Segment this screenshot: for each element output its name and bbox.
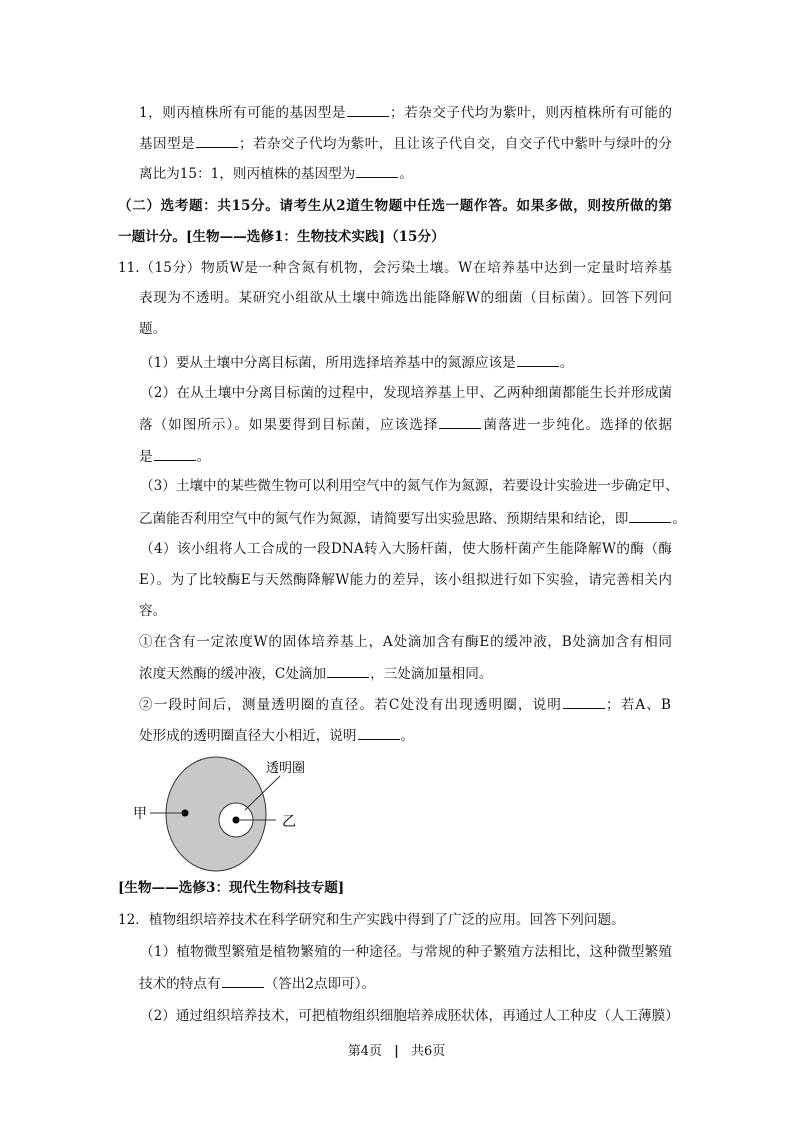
text-segment: ；若杂交子代均为紫叶，且让该子代自交，自交子代中紫叶与绿叶的分 — [238, 136, 673, 152]
text-segment: ②一段时间后，测量透明圈的直径。若C处没有出现透明圈，说明 — [139, 697, 562, 713]
label-jia: 甲 — [133, 806, 147, 822]
text-segment: 处形成的透明圈直径大小相近，说明 — [139, 728, 357, 744]
text-line — [140, 477, 679, 495]
text-segment: 表现为不透明。某研究小组欲从土壤中筛选出能降解W的细菌（目标菌）。回答下列问 — [139, 290, 672, 306]
text-line — [139, 164, 413, 183]
label-yi: 乙 — [282, 814, 296, 830]
section-heading — [118, 197, 672, 215]
culture-plate-figure — [130, 752, 330, 877]
section-heading — [118, 228, 445, 246]
answer-blank — [629, 509, 671, 523]
text-segment: ；若A、B — [606, 697, 671, 713]
text-line — [139, 664, 492, 683]
text-segment: 题。 — [139, 321, 167, 337]
text-line — [139, 320, 166, 338]
text-segment: 落（如图所示）。如果要得到目标菌，应该选择 — [139, 417, 439, 433]
text-segment: 浓度天然酶的缓冲液，C处滴加 — [139, 666, 327, 682]
text-line — [118, 259, 672, 277]
text-segment: E）。为了比较酶E与天然酶降解W能力的差异，该小组拟进行如下实验，请完善相关内 — [139, 572, 672, 588]
text-segment: ；若杂交子代均为紫叶，则丙植株所有可能的 — [389, 105, 673, 121]
footer-separator: | — [394, 1044, 399, 1059]
text-segment: （1）植物微型繁殖是植物繁殖的一种途径。与常规的种子繁殖方法相比，这种微型繁殖 — [140, 944, 672, 960]
text-segment: 基因型是 — [139, 136, 195, 152]
text-line — [140, 540, 672, 558]
text-line — [139, 103, 672, 122]
text-segment: ，三处滴加量相同。 — [370, 666, 493, 682]
text-segment: 乙菌能否利用空气中的氮气作为氮源，请简要写出实验思路、预期结果和结论，即 — [139, 511, 629, 527]
text-line — [139, 726, 414, 745]
page-total: 共6页 — [411, 1044, 446, 1059]
text-line — [139, 633, 672, 651]
text-segment: （答出2点即可）。 — [264, 976, 376, 992]
answer-blank — [154, 447, 196, 461]
text-line — [139, 602, 166, 620]
text-segment: 11.（15分）物质W是一种含氮有机物，会污染土壤。W在培养基中达到一定量时培养基 — [118, 260, 672, 276]
text-segment: [生物——选修3：现代生物科技专题] — [118, 880, 345, 896]
text-segment: （2）通过组织培养技术，可把植物组织细胞培养成胚状体，再通过人工种皮（人工薄膜） — [140, 1008, 679, 1024]
text-segment: 离比为15：1，则丙植株的基因型为 — [139, 166, 356, 182]
answer-blank — [356, 164, 398, 178]
text-line — [139, 974, 375, 993]
page-footer — [0, 1040, 793, 1059]
text-line — [140, 353, 573, 372]
text-segment: 1，则丙植株所有可能的基因型是 — [139, 105, 346, 121]
text-line — [139, 509, 686, 528]
answer-blank — [347, 103, 389, 117]
text-segment: 。 — [559, 355, 574, 371]
answer-blank — [563, 695, 605, 709]
text-segment: 。 — [672, 511, 686, 527]
answer-blank — [358, 726, 400, 740]
text-line — [118, 911, 625, 929]
text-line — [140, 384, 672, 402]
page-number: 第4页 — [347, 1044, 382, 1059]
text-line — [139, 447, 210, 466]
text-segment: 。 — [196, 449, 211, 465]
text-segment: 菌落进一步纯化。选择的依据 — [482, 417, 673, 433]
text-line — [140, 943, 672, 961]
answer-blank — [222, 974, 264, 988]
text-segment: 12．植物组织培养技术在科学研究和生产实践中得到了广泛的应用。回答下列问题。 — [118, 912, 625, 928]
text-segment: ①在含有一定浓度W的固体培养基上，A处滴加含有酶E的缓冲液，B处滴加含有相同 — [139, 634, 672, 650]
text-line — [140, 1007, 679, 1025]
answer-blank — [196, 134, 238, 148]
text-line — [139, 134, 672, 153]
text-segment: 。 — [400, 728, 415, 744]
text-segment: （2）在从土壤中分离目标菌的过程中，发现培养基上甲、乙两种细菌都能生长并形成菌 — [140, 385, 672, 401]
text-line — [139, 415, 672, 434]
text-segment: 容。 — [139, 603, 167, 619]
label-clear-zone: 透明圈 — [266, 761, 306, 776]
text-segment: （二）选考题：共15分。请考生从2道生物题中任选一题作答。如果多做，则按所做的第 — [118, 198, 672, 214]
text-segment: （4）该小组将人工合成的一段DNA转入大肠杆菌，使大肠杆菌产生能降解W的酶（酶 — [140, 541, 672, 557]
answer-blank — [327, 664, 369, 678]
text-line — [139, 289, 672, 307]
text-segment: 是 — [139, 449, 153, 465]
text-line — [139, 571, 672, 589]
text-line — [139, 695, 671, 714]
text-segment: 技术的特点有 — [139, 976, 221, 992]
answer-blank — [439, 415, 481, 429]
text-segment: （3）土壤中的某些微生物可以利用空气中的氮气作为氮源，若要设计实验进一步确定甲、 — [140, 478, 679, 494]
text-segment: （1）要从土壤中分离目标菌，所用选择培养基中的氮源应该是 — [140, 355, 516, 371]
answer-blank — [517, 353, 559, 367]
text-segment: 。 — [399, 166, 413, 182]
text-segment: 一题计分。[生物——选修1：生物技术实践]（15分） — [118, 229, 445, 245]
section-heading — [118, 879, 344, 897]
